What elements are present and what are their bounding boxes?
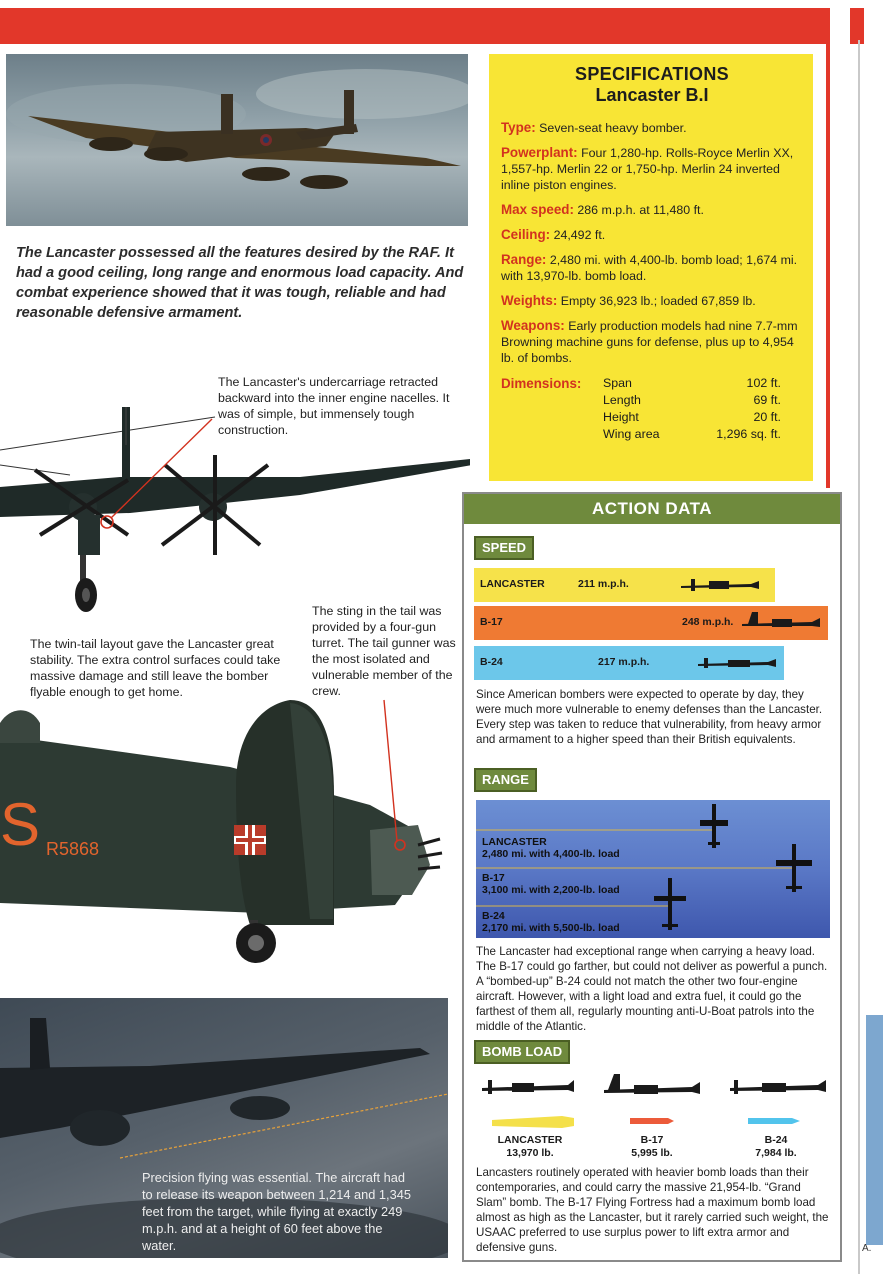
spec-value: 286 m.p.h. at 11,480 ft.	[577, 203, 704, 217]
specifications-title: SPECIFICATIONS	[575, 64, 729, 84]
range-chart	[476, 800, 830, 938]
spec-value: Four 1,280-hp. Rolls-Royce Merlin XX, 1,557-hp. Merlin 22 or 1,750-hp. Merlin 24 inverted inline piston engines.	[501, 146, 794, 192]
lancaster-flight-photo	[6, 54, 468, 226]
undercarriage-note: The Lancaster's undercarriage retracted backward into the inner engine nacelles. It was of simple, but immensely tough construction.	[218, 375, 450, 437]
spec-label: Type:	[501, 120, 536, 135]
range-label-lancaster	[482, 836, 620, 860]
dimension-value: 69 ft.	[753, 393, 781, 407]
speed-bar-lancaster	[474, 568, 775, 602]
edge-letter: A.	[862, 1243, 872, 1254]
b24-bomb-icon	[748, 1118, 800, 1124]
dimension-value: 20 ft.	[753, 410, 781, 424]
b24-silhouette-icon	[698, 655, 778, 671]
spec-value: Seven-seat heavy bomber.	[539, 121, 687, 135]
speed-bar-value: 217 m.p.h.	[598, 656, 650, 668]
facing-page-strip	[866, 1015, 883, 1245]
speed-bar-name: B-24	[480, 656, 503, 668]
speed-bar-name: B-17	[480, 616, 503, 628]
spec-value: Early production models had nine 7.7-mm Browning machine guns for defense, plus up to 4,954 lb. of bombs.	[501, 319, 798, 365]
bomb-caption-b17	[602, 1134, 702, 1160]
range-label-b24	[482, 910, 620, 934]
tail-view-drawing	[0, 695, 460, 975]
spec-max-speed	[501, 202, 803, 218]
range-aircraft-detail: 3,100 mi. with 2,200-lb. load	[482, 884, 620, 896]
bomb-load-section-tag: BOMB LOAD	[474, 1040, 570, 1064]
spec-dimensions	[501, 375, 803, 443]
spec-label: Ceiling:	[501, 227, 551, 242]
spec-type	[501, 120, 803, 136]
bomb-aircraft-name: B-17	[640, 1134, 664, 1146]
range-aircraft-name: B-17	[482, 872, 505, 884]
range-description: The Lancaster had exceptional range when carrying a heavy load. The B-17 could go farther, but could not deliver as powerful a punch. A “bombed-up” B-24 could not match the other two four-engine aircraft. However, with a light load and extra fuel, it could go the farthest of them all, regularly mounting anti-U-Boat patrols into the middle of the Atlantic.	[476, 945, 828, 1033]
spec-value: Empty 36,923 lb.; loaded 67,859 lb.	[560, 294, 756, 308]
range-label-b17	[482, 872, 620, 896]
lancaster-topview-icon	[700, 804, 728, 848]
spec-ceiling	[501, 227, 803, 243]
dimension-name: Height	[603, 410, 639, 424]
spec-label: Weapons:	[501, 318, 565, 333]
spec-range	[501, 252, 803, 284]
spec-powerplant	[501, 145, 803, 193]
speed-bar-b24	[474, 646, 784, 680]
speed-bar-value: 211 m.p.h.	[578, 578, 629, 590]
bomb-aircraft-name: LANCASTER	[497, 1134, 563, 1146]
bomb-load-description: Lancasters routinely operated with heavier bomb loads than their contemporaries, and could carry the massive 21,954-lb. “Grand Slam” bomb. The B-17 Flying Fortress had a maximum bomb load almost as high as the Lancaster, but it rarely carried such weight, the USAAC preferred to use surplus power to lift extra armor and defensive guns.	[476, 1166, 829, 1254]
bomb-aircraft-name: B-24	[764, 1134, 788, 1146]
bomb-aircraft-value: 5,995 lb.	[631, 1147, 673, 1159]
dimensions-table	[603, 375, 781, 443]
top-color-band	[0, 8, 830, 44]
spec-red-edge	[826, 8, 830, 488]
lancaster-bomber-icon	[482, 1080, 574, 1094]
spec-value: 24,492 ft.	[553, 228, 606, 242]
range-aircraft-detail: 2,480 mi. with 4,400-lb. load	[482, 848, 620, 860]
spec-value: 2,480 mi. with 4,400-lb. bomb load; 1,674 mi. with 13,970-lb. bomb load.	[501, 253, 798, 283]
spec-label: Max speed:	[501, 202, 574, 217]
lancaster-silhouette-icon	[681, 577, 761, 593]
dimensions-label: Dimensions:	[501, 376, 582, 391]
bomb-aircraft-value: 13,970 lb.	[506, 1147, 554, 1159]
fuselage-code-letter: S	[0, 791, 41, 858]
spec-label: Powerplant:	[501, 145, 578, 160]
range-aircraft-name: B-24	[482, 910, 505, 922]
range-aircraft-detail: 2,170 mi. with 5,500-lb. load	[482, 922, 620, 934]
bomb-icons	[492, 1116, 800, 1128]
spec-weapons	[501, 318, 803, 366]
b17-bomber-icon	[604, 1074, 700, 1094]
dimension-row	[603, 392, 781, 409]
bomb-load-illustration	[482, 1074, 832, 1134]
b24-bomber-icon	[730, 1080, 826, 1094]
spec-label: Range:	[501, 252, 547, 267]
spec-weights	[501, 293, 803, 309]
range-aircraft-name: LANCASTER	[482, 836, 547, 848]
specifications-panel	[489, 54, 813, 481]
range-section-tag: RANGE	[474, 768, 537, 792]
lancaster-photo-silhouette	[6, 54, 468, 226]
speed-section-tag: SPEED	[474, 536, 534, 560]
photo-caption: The Lancaster possessed all the features desired by the RAF. It had a good ceiling, long range and enormous load capacity. And combat experience showed that it was tough, reliable and had reasonable defensive armament.	[16, 245, 464, 321]
action-data-title: ACTION DATA	[464, 494, 840, 524]
speed-bar-name: LANCASTER	[480, 578, 545, 590]
top-color-band-right	[850, 8, 864, 44]
lancaster-bomb-icon	[492, 1116, 574, 1128]
lancaster-tail-illustration	[0, 695, 460, 975]
speed-description: Since American bombers were expected to operate by day, they were much more vulnerable to enemy defenses than the Lancaster. Every step was taken to reduce that vulnerability, from heavy armor and armament to a higher speed than their British equivalents.	[476, 688, 823, 746]
dimension-name: Wing area	[603, 427, 660, 441]
precision-note: Precision flying was essential. The aircraft had to release its weapon between 1,214 and 1,345 feet from the target, while flying at exactly 249 m.p.h. and at a height of 60 feet above the water.	[142, 1170, 411, 1253]
bomb-caption-b24	[726, 1134, 826, 1160]
b17-bomb-icon	[630, 1118, 674, 1124]
speed-bar-value: 248 m.p.h.	[682, 616, 734, 628]
dimension-value: 102 ft.	[746, 376, 781, 390]
dimension-row	[603, 409, 781, 426]
bomb-caption-lancaster	[480, 1134, 580, 1160]
b17-silhouette-icon	[742, 612, 822, 632]
specifications-subtitle: Lancaster B.I	[595, 85, 709, 105]
bomb-aircraft-value: 7,984 lb.	[755, 1147, 797, 1159]
fuselage-serial: R5868	[46, 839, 100, 859]
action-data-panel	[462, 492, 842, 1262]
spec-label: Weights:	[501, 293, 558, 308]
dimension-row	[603, 375, 781, 392]
dimension-row	[603, 426, 781, 443]
dimension-name: Span	[603, 376, 632, 390]
page-edge-line	[858, 40, 860, 1274]
speed-bar-b17	[474, 606, 828, 640]
dimension-name: Length	[603, 393, 641, 407]
b24-topview-icon	[654, 878, 686, 930]
dimension-value: 1,296 sq. ft.	[716, 427, 781, 441]
twin-tail-note: The twin-tail layout gave the Lancaster great stability. The extra control surfaces could take massive damage and still leave the bomber flyable enough to get home.	[30, 637, 281, 699]
tail-turret-note: The sting in the tail was provided by a four-gun turret. The tail gunner was the most isolated and vulnerable member of the crew.	[312, 604, 456, 698]
